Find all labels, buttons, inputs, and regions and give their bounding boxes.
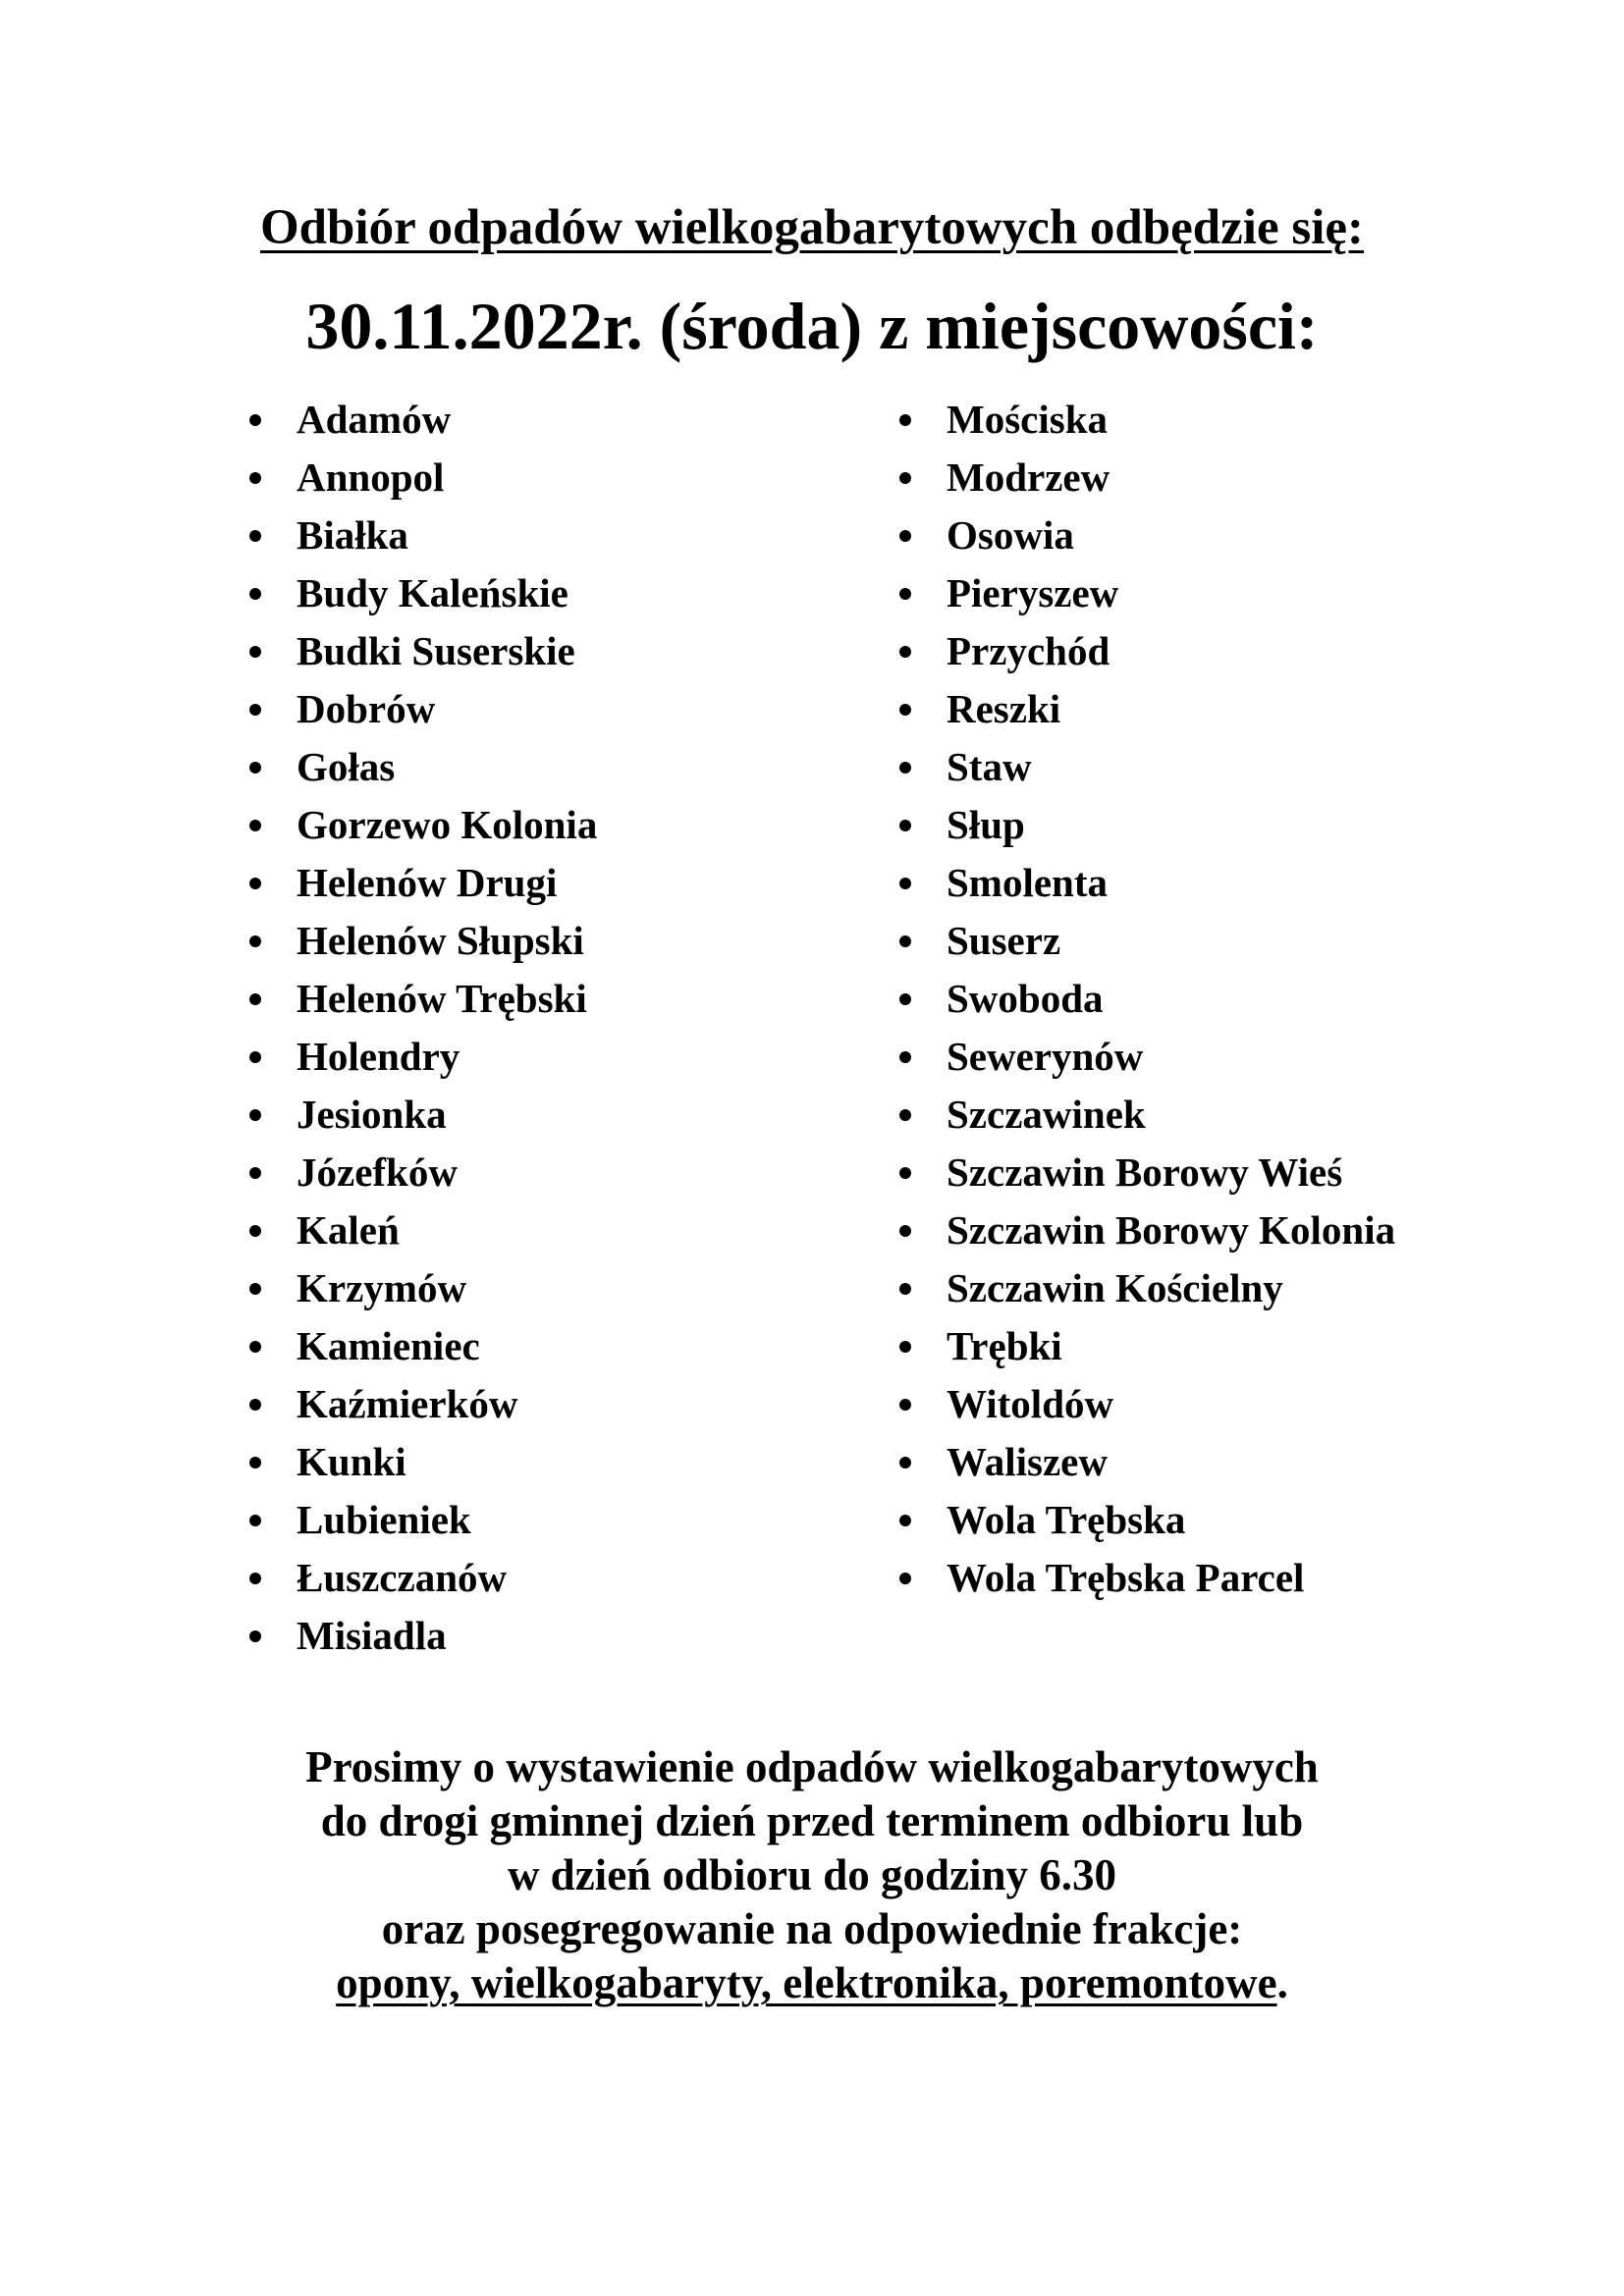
bullet-icon (899, 1283, 911, 1295)
bullet-icon (249, 1051, 261, 1063)
locality-item (245, 1201, 854, 1259)
bullet-icon (249, 704, 261, 716)
locality-name: Sewerynów (947, 1034, 1144, 1079)
locality-name: Suserz (947, 918, 1061, 963)
locality-item (895, 970, 1602, 1028)
locality-item (245, 1375, 854, 1433)
bullet-icon (899, 1167, 911, 1179)
bullet-icon (899, 1341, 911, 1353)
locality-item (895, 622, 1602, 680)
locality-name: Lubieniek (297, 1497, 471, 1542)
locality-name: Mościska (947, 397, 1108, 442)
locality-item (895, 1433, 1602, 1491)
bullet-icon (249, 820, 261, 831)
notice-line: w dzień odbioru do godziny 6.30 (507, 1850, 1117, 1899)
bullet-icon (249, 472, 261, 484)
locality-name: Annopol (297, 454, 445, 500)
bullet-icon (899, 530, 911, 542)
bullet-icon (249, 414, 261, 426)
bullet-icon (249, 1399, 261, 1411)
locality-name: Modrzew (947, 454, 1110, 500)
locality-item (895, 912, 1602, 970)
locality-item (245, 1144, 854, 1201)
locality-item (245, 970, 854, 1028)
locality-name: Przychód (947, 628, 1110, 673)
locality-name: Adamów (297, 397, 452, 442)
locality-name: Wola Trębska Parcel (947, 1555, 1305, 1600)
locality-item (895, 680, 1602, 738)
locality-item (895, 1259, 1602, 1317)
locality-item (245, 796, 854, 854)
waste-fractions: opony, wielkogabaryty, elektronika, poremontowe (336, 1958, 1277, 2007)
locality-name: Witoldów (947, 1381, 1114, 1426)
locality-item (245, 622, 854, 680)
notice-line: oraz posegregowanie na odpowiednie frakcje: (381, 1904, 1243, 1953)
bullet-icon (249, 1341, 261, 1353)
locality-item (245, 391, 854, 449)
locality-item (245, 854, 854, 912)
locality-name: Misiadla (297, 1613, 447, 1658)
locality-name: Krzymów (297, 1265, 467, 1310)
notice-line: Prosimy o wystawienie odpadów wielkogabarytowych (305, 1742, 1319, 1791)
locality-item (245, 507, 854, 564)
bullet-icon (249, 993, 261, 1005)
locality-name: Trębki (947, 1323, 1062, 1368)
bullet-icon (249, 1515, 261, 1526)
bullet-icon (249, 1109, 261, 1121)
locality-name: Pieryszew (947, 570, 1119, 615)
locality-item (895, 738, 1602, 796)
locality-item (895, 1086, 1602, 1144)
locality-item (245, 680, 854, 738)
locality-item (245, 1317, 854, 1375)
locality-item (245, 1259, 854, 1317)
bullet-icon (899, 472, 911, 484)
locality-item (895, 1549, 1602, 1607)
locality-item (895, 854, 1602, 912)
locality-name: Słup (947, 802, 1025, 847)
bullet-icon (249, 878, 261, 889)
bullet-icon (899, 1051, 911, 1063)
locality-item (245, 1433, 854, 1491)
bullet-icon (899, 1225, 911, 1237)
locality-item (245, 1607, 854, 1665)
locality-name: Jesionka (297, 1092, 447, 1137)
locality-item (245, 1549, 854, 1607)
locality-item (245, 449, 854, 507)
locality-name: Szczawin Borowy Kolonia (947, 1207, 1396, 1253)
bullet-icon (899, 1109, 911, 1121)
locality-name: Helenów Drugi (297, 860, 558, 905)
notice-line: do drogi gminnej dzień przed terminem odbioru lub (320, 1796, 1304, 1845)
locality-item (895, 1317, 1602, 1375)
locality-name: Białka (297, 512, 408, 558)
bullet-icon (249, 588, 261, 600)
locality-name: Kamieniec (297, 1323, 480, 1368)
bullet-icon (249, 646, 261, 658)
locality-name: Gorzewo Kolonia (297, 802, 598, 847)
bullet-icon (899, 414, 911, 426)
locality-item (245, 738, 854, 796)
bullet-icon (899, 1573, 911, 1584)
locality-name: Szczawin Kościelny (947, 1265, 1283, 1310)
bullet-icon (249, 1573, 261, 1584)
page-title (0, 196, 1624, 259)
locality-item (895, 1201, 1602, 1259)
locality-name: Wola Trębska (947, 1497, 1186, 1542)
locality-name: Waliszew (947, 1439, 1108, 1484)
locality-item (895, 507, 1602, 564)
locality-item (245, 1491, 854, 1549)
bullet-icon (249, 935, 261, 947)
locality-name: Budki Suserskie (297, 628, 575, 673)
locality-name: Helenów Trębski (297, 976, 587, 1021)
page-title-text: Odbiór odpadów wielkogabarytowych odbędzie się: (260, 200, 1364, 255)
locality-name: Łuszczanów (297, 1555, 508, 1600)
locality-item (895, 1491, 1602, 1549)
locality-name: Gołas (297, 744, 396, 789)
locality-item (895, 1028, 1602, 1086)
bullet-icon (899, 1515, 911, 1526)
bullet-icon (249, 530, 261, 542)
localities-list-left (245, 391, 854, 1665)
bullet-icon (899, 820, 911, 831)
bullet-icon (249, 1167, 261, 1179)
bullet-icon (899, 762, 911, 774)
bullet-icon (249, 1225, 261, 1237)
bullet-icon (899, 646, 911, 658)
locality-item (895, 449, 1602, 507)
locality-name: Budy Kaleńskie (297, 570, 568, 615)
bullet-icon (899, 935, 911, 947)
bullet-icon (249, 1283, 261, 1295)
locality-name: Kaźmierków (297, 1381, 518, 1426)
locality-name: Kaleń (297, 1207, 400, 1253)
bullet-icon (899, 993, 911, 1005)
bullet-icon (899, 1399, 911, 1411)
locality-item (245, 1086, 854, 1144)
bullet-icon (899, 878, 911, 889)
locality-name: Helenów Słupski (297, 918, 584, 963)
locality-item (245, 1028, 854, 1086)
fractions-period: . (1276, 1958, 1288, 2007)
locality-name: Holendry (297, 1034, 460, 1079)
locality-item (245, 564, 854, 622)
locality-item (245, 912, 854, 970)
locality-name: Osowia (947, 512, 1074, 558)
locality-name: Kunki (297, 1439, 406, 1484)
bullet-icon (899, 1457, 911, 1468)
locality-name: Swoboda (947, 976, 1104, 1021)
notice-paragraph (0, 1740, 1624, 2010)
localities-list-right (895, 391, 1602, 1607)
locality-name: Smolenta (947, 860, 1108, 905)
locality-item (895, 1144, 1602, 1201)
bullet-icon (899, 588, 911, 600)
bullet-icon (899, 704, 911, 716)
locality-name: Dobrów (297, 686, 436, 731)
notice-fractions-line (0, 1956, 1624, 2010)
locality-name: Staw (947, 744, 1032, 789)
locality-item (895, 391, 1602, 449)
locality-name: Szczawin Borowy Wieś (947, 1149, 1343, 1195)
bullet-icon (249, 762, 261, 774)
locality-item (895, 564, 1602, 622)
bullet-icon (249, 1457, 261, 1468)
locality-item (895, 1375, 1602, 1433)
collection-date: 30.11.2022r. (środa) z miejscowości: (305, 289, 1319, 363)
locality-name: Szczawinek (947, 1092, 1146, 1137)
locality-name: Józefków (297, 1149, 458, 1195)
locality-item (895, 796, 1602, 854)
bullet-icon (249, 1630, 261, 1642)
locality-name: Reszki (947, 686, 1061, 731)
